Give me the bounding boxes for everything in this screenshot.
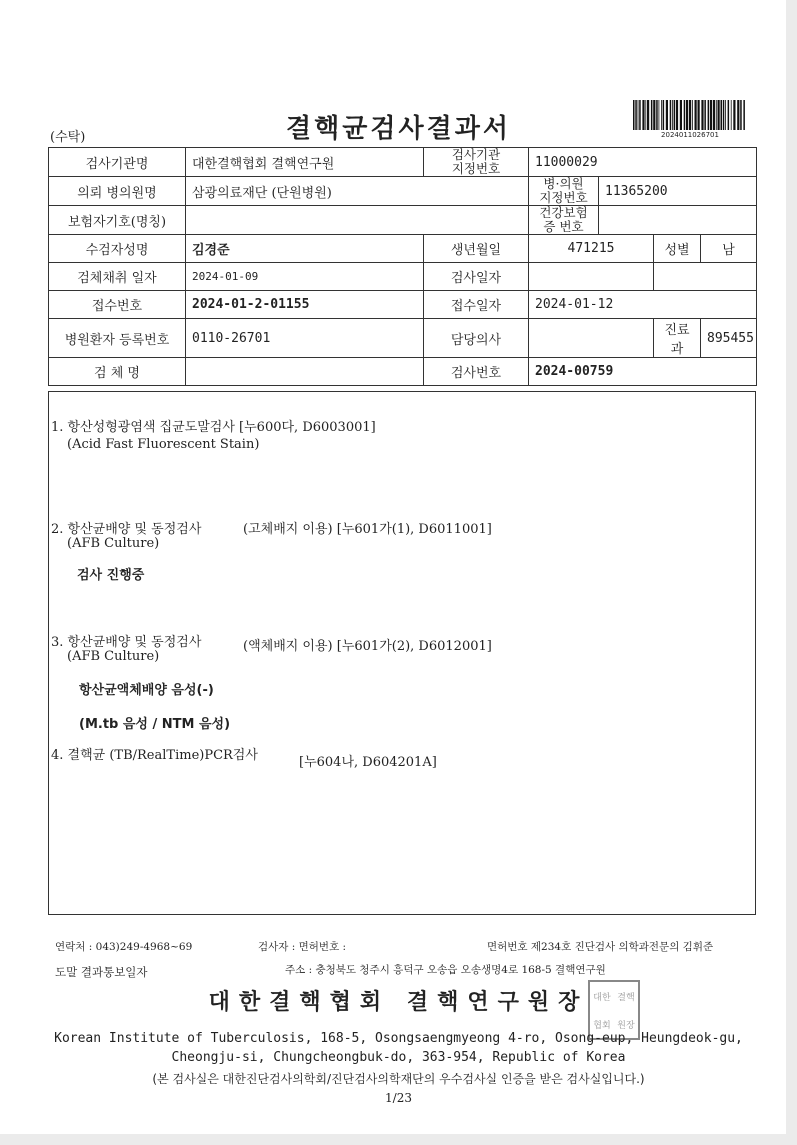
barcode-bar xyxy=(651,100,653,130)
barcode-bar xyxy=(659,100,660,130)
test-3-title: 3. 항산균배양 및 동정검사 xyxy=(51,635,202,650)
official-seal: 대한 결핵 협회 원장 xyxy=(588,980,640,1040)
test-no-value: 2024-00759 xyxy=(529,358,757,386)
barcode-bar xyxy=(674,100,676,130)
test-date-value xyxy=(529,263,654,291)
health-ins-label-line: 증 번호 xyxy=(543,219,584,234)
clinic-no-label-line: 병·의원 xyxy=(543,176,584,191)
contact: 연락처 : 043)249-4968~69 xyxy=(55,941,193,953)
barcode-bar xyxy=(656,100,658,130)
insurer-label: 보험자기호(명칭) xyxy=(49,206,186,235)
sex-value: 남 xyxy=(701,235,757,263)
report-title: 결핵균검사결과서 xyxy=(286,114,511,144)
sex-label: 성별 xyxy=(654,235,701,263)
test-3-media: (액체배지 이용) [누601가(2), D6012001] xyxy=(243,639,492,654)
clinic-no-label-line: 지정번호 xyxy=(539,190,588,205)
health-ins-label xyxy=(529,206,599,235)
agency-no-value: 11000029 xyxy=(529,148,757,177)
table-row xyxy=(49,148,757,177)
patient-label: 수검자성명 xyxy=(49,235,186,263)
receipt-date-value: 2024-01-12 xyxy=(529,291,757,319)
barcode-bar xyxy=(740,100,742,130)
address-en-line-1: Korean Institute of Tuberculosis, 168-5, Osongsaengmyeong 4-ro, Osong-eup, Heungdeok-gu, xyxy=(54,1031,743,1046)
barcode-bar xyxy=(642,100,644,130)
address-en-line-2: Cheongju-si, Chungcheongbuk-do, 363-954, Republic of Korea xyxy=(171,1050,626,1065)
dept-value: 895455 xyxy=(701,319,757,358)
test-4-code: [누604나, D604201A] xyxy=(299,755,437,770)
table-row xyxy=(49,291,757,319)
inspector: 검사자 : 면허번호 : xyxy=(258,941,347,953)
test-1-subtitle: (Acid Fast Fluorescent Stain) xyxy=(67,437,260,452)
smear-notice: 도말 결과통보일자 xyxy=(55,965,148,979)
agency-no-label-line: 지정번호 xyxy=(451,161,501,176)
page-number: 1/23 xyxy=(385,1091,412,1105)
barcode-bar xyxy=(653,100,655,130)
barcode-bar xyxy=(670,100,672,130)
test-3-result-1: 항산균액체배양 음성(-) xyxy=(79,683,214,698)
barcode-bar xyxy=(661,100,662,130)
barcode-bar xyxy=(713,100,715,130)
health-ins-label-line: 건강보험 xyxy=(539,205,588,220)
table-row xyxy=(49,358,757,386)
dept-label: 진료과 xyxy=(654,319,701,358)
barcode-bar xyxy=(725,100,726,130)
address-kr: 주소 : 충청북도 청주시 흥덕구 오송읍 오송생명4로 168-5 결핵연구원 xyxy=(285,964,606,976)
table-row xyxy=(49,206,757,235)
birth-value: 471215 xyxy=(529,235,654,263)
license: 면허번호 제234호 진단검사 의학과전문의 김휘준 xyxy=(487,941,714,953)
barcode-bar xyxy=(686,100,688,130)
barcode-bar xyxy=(710,100,712,130)
barcode-bar xyxy=(723,100,725,130)
barcode-bar xyxy=(663,100,665,130)
test-no-label: 검사번호 xyxy=(424,358,529,386)
barcode-bar xyxy=(704,100,706,130)
barcode xyxy=(632,100,748,130)
barcode-bar xyxy=(672,100,673,130)
barcode-bar xyxy=(695,100,697,130)
barcode-bar xyxy=(639,100,641,130)
clinic-no-value: 11365200 xyxy=(599,177,757,206)
collect-date-value: 2024-01-09 xyxy=(186,263,424,291)
test-2-result: 검사 진행중 xyxy=(77,568,145,583)
test-3-subtitle: (AFB Culture) xyxy=(67,649,160,664)
receipt-no-label: 접수번호 xyxy=(49,291,186,319)
table-row xyxy=(49,263,757,291)
results-box xyxy=(48,391,756,915)
agency-value: 대한결핵협회 결핵연구원 xyxy=(186,148,424,177)
certification-note: (본 검사실은 대한진단검사의학회/진단검사의학재단의 우수검사실 인증을 받은 검사실입니다.) xyxy=(152,1072,645,1086)
agency-no-label xyxy=(424,148,529,177)
barcode-bar xyxy=(689,100,691,130)
table-row xyxy=(49,177,757,206)
insurer-value xyxy=(186,206,529,235)
doctor-label: 담당의사 xyxy=(424,319,529,358)
barcode-number: 2024011026701 xyxy=(661,131,719,139)
test-date-label: 검사일자 xyxy=(424,263,529,291)
table-row xyxy=(49,235,757,263)
barcode-bar xyxy=(638,100,639,130)
test-2-media: (고체배지 이용) [누601가(1), D6011001] xyxy=(243,522,492,537)
info-table xyxy=(48,147,757,386)
barcode-bar xyxy=(718,100,720,130)
barcode-bar xyxy=(701,100,703,130)
barcode-bar xyxy=(698,100,700,130)
test-4-title: 4. 결핵균 (TB/RealTime)PCR검사 xyxy=(51,748,258,763)
test-3-result-2: (M.tb 음성 / NTM 음성) xyxy=(79,717,231,732)
requester-label: 의뢰 병의원명 xyxy=(49,177,186,206)
test-1-title: 1. 항산성형광염색 집균도말검사 [누600다, D6003001] xyxy=(51,420,376,435)
barcode-bar xyxy=(728,100,730,130)
barcode-bar xyxy=(684,100,686,130)
barcode-bar xyxy=(645,100,646,130)
barcode-bar xyxy=(647,100,649,130)
agency-label: 검사기관명 xyxy=(49,148,186,177)
barcode-bar xyxy=(716,100,717,130)
test-2-title: 2. 항산균배양 및 동정검사 xyxy=(51,522,202,537)
barcode-bar xyxy=(733,100,735,130)
specimen-label: 검 체 명 xyxy=(49,358,186,386)
barcode-bar xyxy=(708,100,710,130)
doctor-value xyxy=(529,319,654,358)
header-tag: (수탁) xyxy=(50,130,86,145)
birth-label: 생년월일 xyxy=(424,235,529,263)
clinic-no-label xyxy=(529,177,599,206)
patient-name: 김경준 xyxy=(186,235,424,263)
hosp-reg-value: 0110-26701 xyxy=(186,319,424,358)
institute-name: 대한결핵협회 결핵연구원장 xyxy=(208,990,589,1015)
hosp-reg-label: 병원환자 등록번호 xyxy=(49,319,186,358)
test-2-subtitle: (AFB Culture) xyxy=(67,536,160,551)
requester-value: 삼광의료재단 (단원병원) xyxy=(186,177,529,206)
receipt-date-label: 접수일자 xyxy=(424,291,529,319)
specimen-value xyxy=(186,358,424,386)
barcode-bar xyxy=(731,100,732,130)
barcode-bar xyxy=(737,100,739,130)
empty-cell xyxy=(654,263,757,291)
barcode-bar xyxy=(635,100,637,130)
collect-date-label: 검체채취 일자 xyxy=(49,263,186,291)
table-row xyxy=(49,319,757,358)
barcode-bar xyxy=(692,100,693,130)
barcode-bar xyxy=(680,100,682,130)
barcode-bar xyxy=(721,100,723,130)
barcode-bar xyxy=(743,100,745,130)
barcode-bar xyxy=(633,100,635,130)
health-ins-value xyxy=(599,206,757,235)
receipt-no-value: 2024-01-2-01155 xyxy=(186,291,424,319)
agency-no-label-line: 검사기관 xyxy=(451,147,501,162)
barcode-bar xyxy=(676,100,678,130)
barcode-bar xyxy=(666,100,668,130)
